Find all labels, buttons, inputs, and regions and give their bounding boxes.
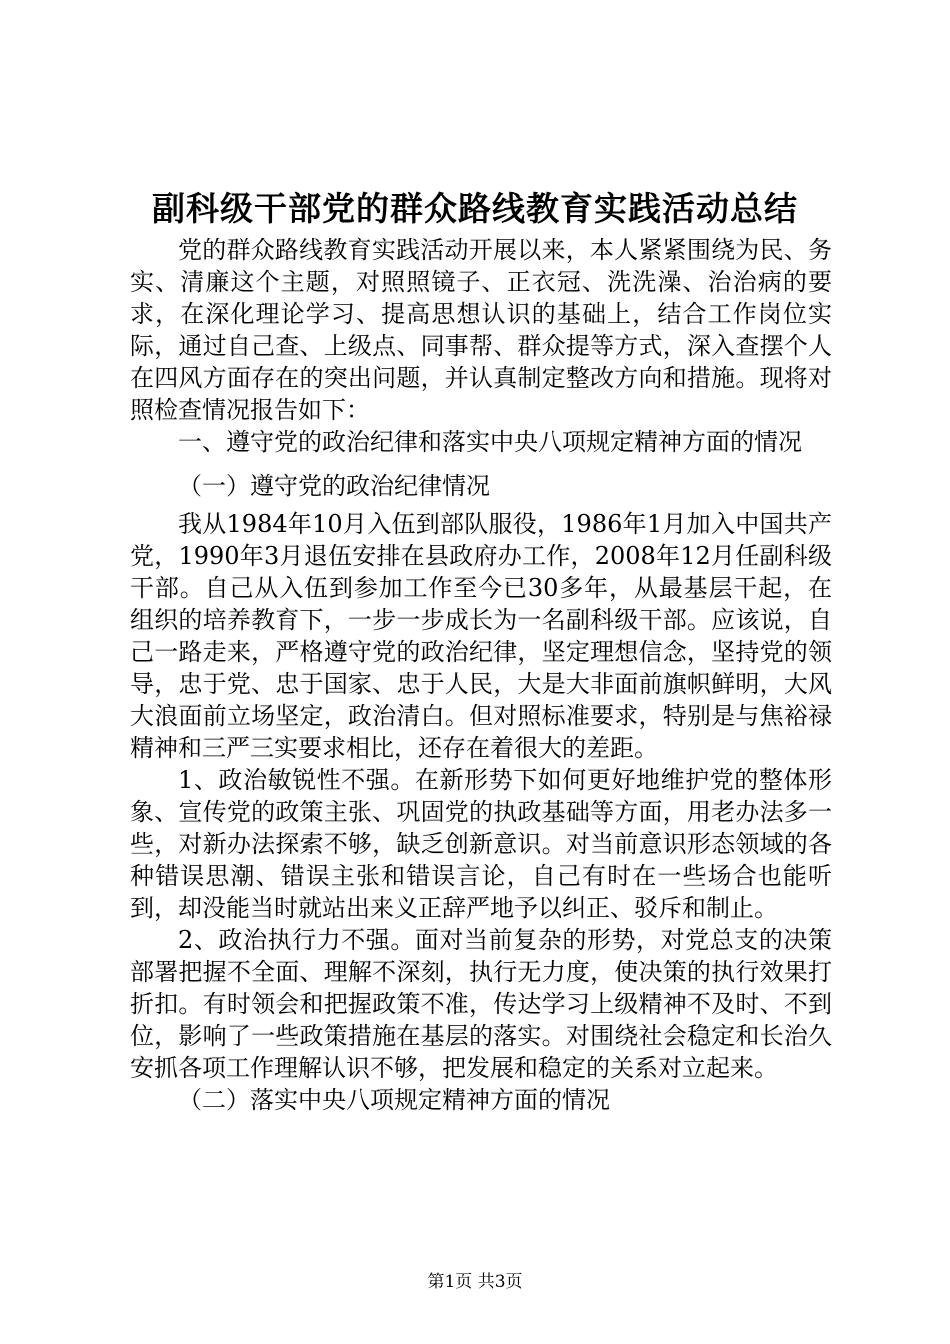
section-heading-1: 一、遵守党的政治纪律和落实中央八项规定精神方面的情况 — [178, 428, 802, 456]
body-paragraph: 我从1984年10月入伍到部队服役，1986年1月加入中国共产党，1990年3月退伍安排在县政府办工作，2008年12月任副科级干部。自己从入伍到参加工作至今已30多年，从最基层干起，在组织的培养教育下，一步一步成长为一名副科级干部。应该说，自己一路走来，严格遵守党的政治纪律，坚定理想信念，坚持党的领导，忠于党、忠于国家、忠于人民，大是大非面前旗帜鲜明，大风大浪面前立场坚定，政治清白。但对照标准要求，特别是与焦裕禄精神和三严三实要求相比，还存在着很大的差距。 — [130, 510, 832, 762]
subsection-heading-1: （一）遵守党的政治纪律情况 — [178, 472, 490, 500]
document-body — [130, 234, 832, 1116]
intro-paragraph: 党的群众路线教育实践活动开展以来，本人紧紧围绕为民、务实、清廉这个主题，对照照镜子、正衣冠、洗洗澡、治治病的要求，在深化理论学习、提高思想认识的基础上，结合工作岗位实际，通过自己查、上级点、同事帮、群众提等方式，深入查摆个人在四风方面存在的突出问题，并认真制定整改方向和措施。现将对照检查情况报告如下： — [130, 236, 832, 424]
subsection-heading-2: （二）落实中央八项规定精神方面的情况 — [178, 1086, 610, 1114]
body-paragraph: 2、政治执行力不强。面对当前复杂的形势，对党总支的决策部署把握不全面、理解不深刻，执行无力度，使决策的执行效果打折扣。有时领会和把握政策不准，传达学习上级精神不及时、不到位，影响了一些政策措施在基层的落实。对围绕社会稳定和长治久安抓各项工作理解认识不够，把发展和稳定的关系对立起来。 — [130, 926, 832, 1082]
document-title: 副科级干部党的群众路线教育实践活动总结 — [152, 189, 798, 228]
body-paragraph: 1、政治敏锐性不强。在新形势下如何更好地维护党的整体形象、宣传党的政策主张、巩固党的执政基础等方面，用老办法多一些，对新办法探索不够，缺乏创新意识。对当前意识形态领域的各种错误思潮、错误主张和错误言论，自己有时在一些场合也能听到，却没能当时就站出来义正辞严地予以纠正、驳斥和制止。 — [130, 766, 832, 922]
page-footer: 第1页 共3页 — [427, 1272, 523, 1292]
